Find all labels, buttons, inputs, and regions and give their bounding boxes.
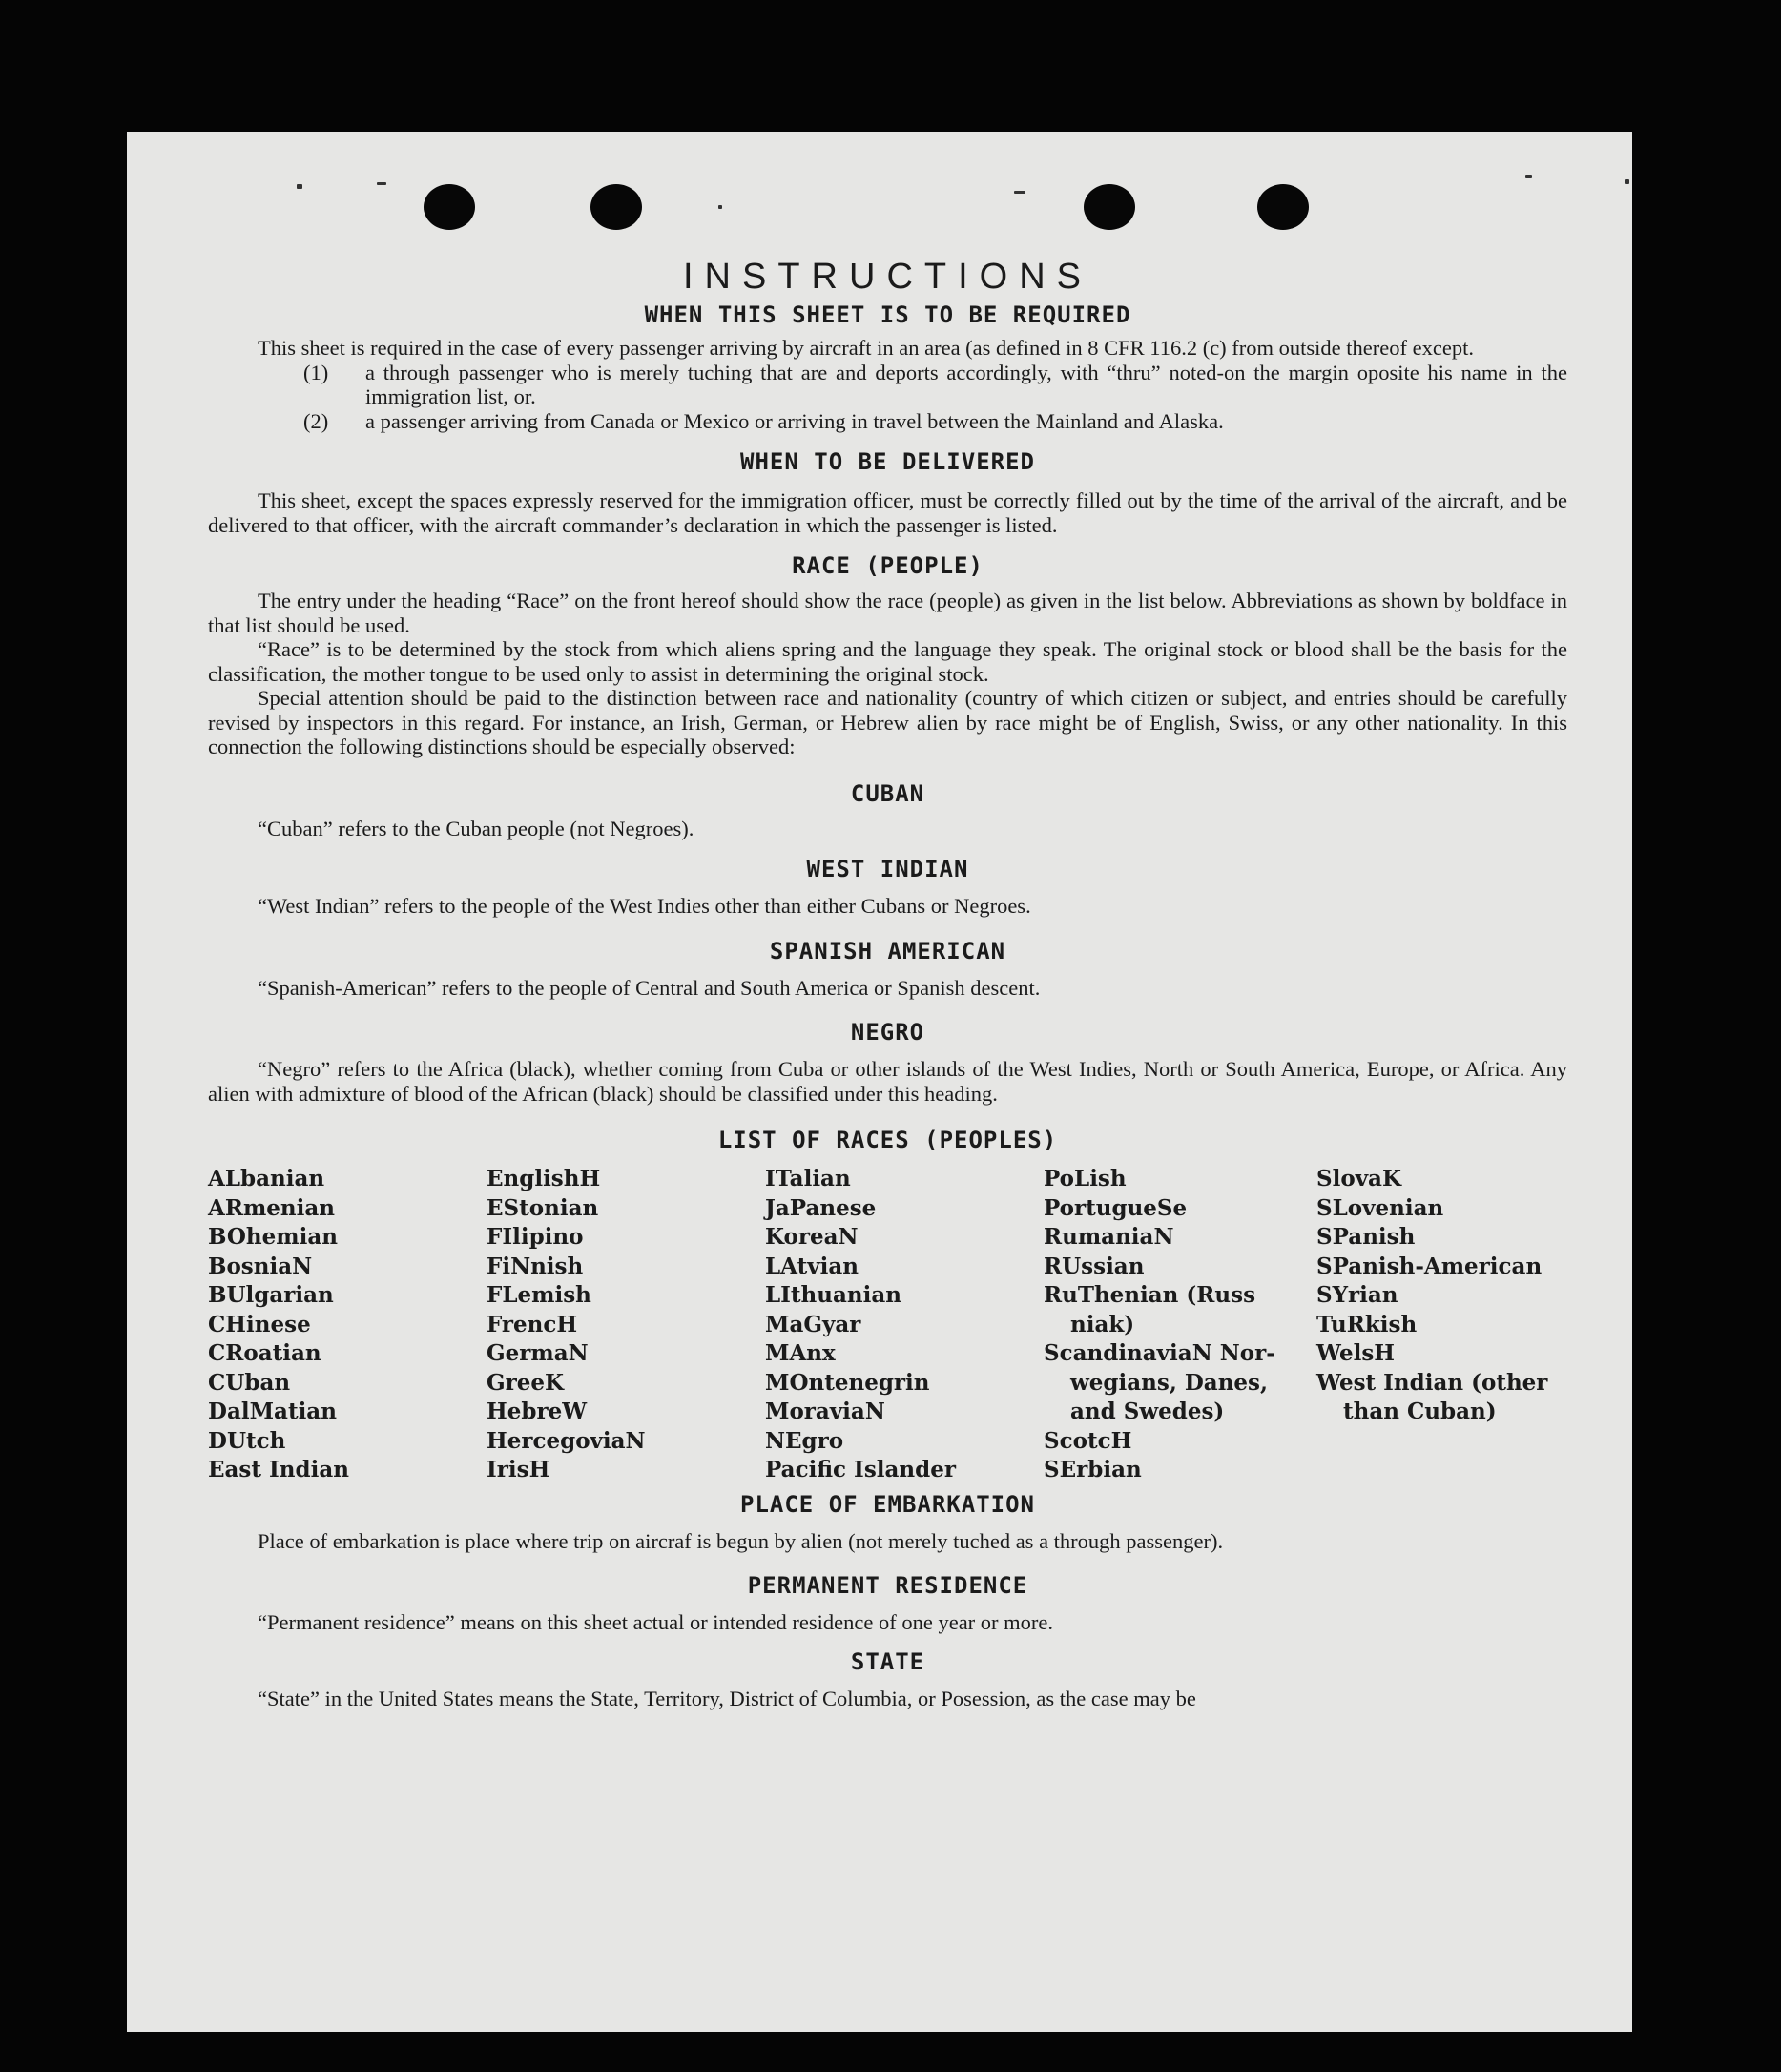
section-heading-state: STATE xyxy=(850,1647,925,1675)
race-entry: FIlipino xyxy=(487,1224,584,1250)
races-list xyxy=(208,1165,1567,1485)
race-entry: SErbian xyxy=(1044,1457,1142,1482)
race-entry: SlovaK xyxy=(1316,1166,1401,1191)
race-paragraph: The entry under the heading “Race” on the front hereof should show the race (people) as given in the list below. Abbreviations as shown by boldface in that list should be used. xyxy=(208,589,1567,637)
section-heading-negro: NEGRO xyxy=(850,1019,925,1046)
section-heading-delivered: WHEN TO BE DELIVERED xyxy=(740,448,1035,475)
race-entry: East Indian xyxy=(208,1457,349,1482)
required-intro: This sheet is required in the case of every passenger arriving by aircraft in an area (as defined in 8 CFR 116.2 (c) from outside thereof except. xyxy=(258,336,1474,360)
state-text: “State” in the United States means the State, Territory, District of Columbia, or Posession, as the case may be xyxy=(258,1686,1196,1710)
race-entry: CUban xyxy=(208,1369,291,1396)
race-entry-continued: niak) xyxy=(1070,1311,1135,1337)
document-sheet xyxy=(127,132,1632,2032)
exception-number: (1) xyxy=(303,360,329,384)
races-column xyxy=(1316,1165,1564,1485)
race-entry: BOhemian xyxy=(208,1224,338,1250)
race-entry: LAtvian xyxy=(765,1253,859,1279)
exception-item xyxy=(208,361,1567,409)
punch-hole xyxy=(590,184,642,230)
races-column xyxy=(765,1165,1044,1485)
delivered-text: This sheet, except the spaces expressly reserved for the immigration officer, must be correctly filled out by the time of the arrival of the aircraft, and be delivered to that officer, with the aircraft commander’s declaration in which the passenger is listed. xyxy=(208,488,1567,537)
section-heading-west-indian: WEST INDIAN xyxy=(806,856,969,882)
race-entry: NEgro xyxy=(765,1427,844,1454)
race-entry: EStonian xyxy=(487,1194,599,1221)
races-column xyxy=(208,1165,487,1485)
race-entry: FrencH xyxy=(487,1311,578,1337)
punch-hole xyxy=(1257,184,1309,230)
ink-speck xyxy=(297,184,302,189)
section-heading-race: RACE (PEOPLE) xyxy=(792,552,984,579)
race-entry: CHinese xyxy=(208,1311,311,1337)
race-entry: SYrian xyxy=(1316,1282,1398,1308)
race-entry: SPanish-American xyxy=(1316,1253,1543,1279)
cuban-text: “Cuban” refers to the Cuban people (not Negroes). xyxy=(258,816,694,840)
race-entry: RumaniaN xyxy=(1044,1224,1174,1250)
exception-item xyxy=(208,409,1567,434)
ink-speck xyxy=(718,205,722,209)
race-entry: WelsH xyxy=(1316,1340,1396,1366)
residence-text: “Permanent residence” means on this sheet actual or intended residence of one year or more. xyxy=(258,1610,1054,1634)
races-column xyxy=(1044,1165,1316,1485)
race-entry-continued: and Swedes) xyxy=(1070,1399,1225,1424)
section-heading-races-list: LIST OF RACES (PEOPLES) xyxy=(717,1127,1058,1153)
section-heading-embarkation: PLACE OF EMBARKATION xyxy=(740,1490,1035,1518)
race-entry: RuThenian (Russ xyxy=(1044,1282,1256,1308)
race-entry: MAnx xyxy=(765,1340,836,1366)
race-entry: SPanish xyxy=(1316,1224,1416,1250)
races-column xyxy=(487,1165,765,1485)
race-entry: MOntenegrin xyxy=(765,1369,930,1396)
section-heading-required: WHEN THIS SHEET IS TO BE REQUIRED xyxy=(644,301,1131,328)
race-entry: JaPanese xyxy=(765,1194,877,1221)
race-entry-continued: wegians, Danes, xyxy=(1070,1369,1268,1396)
negro-text: “Negro” refers to the Africa (black), whether coming from Cuba or other islands of the West Indies, North or South America, Europe, or Africa. Any alien with admixture of blood of the African (black) should be classified under this heading. xyxy=(208,1057,1567,1106)
ink-speck xyxy=(1525,175,1532,178)
punch-hole xyxy=(424,184,475,230)
punch-hole xyxy=(1084,184,1135,230)
embarkation-text: Place of embarkation is place where trip on aircraf is begun by alien (not merely tuched as a through passenger). xyxy=(258,1528,1224,1553)
race-entry: LIthuanian xyxy=(765,1282,901,1308)
race-entry: DUtch xyxy=(208,1427,286,1454)
race-entry: TuRkish xyxy=(1316,1311,1418,1337)
race-entry: West Indian (other xyxy=(1316,1369,1548,1396)
section-heading-residence: PERMANENT RESIDENCE xyxy=(747,1572,1028,1599)
race-entry: BosniaN xyxy=(208,1253,313,1279)
race-paragraph: Special attention should be paid to the distinction between race and nationality (country of which citizen or subject, and entries should be carefully revised by inspectors in this regard. For instance, an Irish, German, or Hebrew alien by race might be of English, Swiss, or any other nationality. In this connection the following distinctions should be especially observed: xyxy=(208,686,1567,758)
race-entry-continued: than Cuban) xyxy=(1343,1399,1497,1424)
race-entry: DalMatian xyxy=(208,1399,337,1424)
race-entry: KoreaN xyxy=(765,1224,859,1250)
race-entry: RUssian xyxy=(1044,1253,1145,1279)
page-title: INSTRUCTIONS xyxy=(683,257,1092,297)
exception-text: a through passenger who is merely tuching that are and deports accordingly, with “thru” noted-on the margin oposite his name in the immigration list, or. xyxy=(365,360,1567,408)
race-entry: ARmenian xyxy=(208,1194,336,1221)
race-entry: HercegoviaN xyxy=(487,1427,646,1454)
section-heading-spanish-american: SPANISH AMERICAN xyxy=(769,937,1006,964)
race-entry: CRoatian xyxy=(208,1340,321,1366)
race-entry: ITalian xyxy=(765,1166,851,1191)
race-entry: SLovenian xyxy=(1316,1194,1444,1221)
race-entry: FLemish xyxy=(487,1282,591,1308)
race-entry: GreeK xyxy=(487,1369,565,1396)
race-entry: FiNnish xyxy=(487,1253,584,1279)
instructions-content xyxy=(208,256,1567,1710)
west-indian-text: “West Indian” refers to the people of the West Indies other than either Cubans or Negroes. xyxy=(258,894,1031,918)
exception-text: a passenger arriving from Canada or Mexico or arriving in travel between the Mainland and Alaska. xyxy=(365,408,1224,433)
race-entry: Pacific Islander xyxy=(765,1457,956,1482)
race-entry: ScandinaviaN Nor- xyxy=(1044,1340,1275,1366)
race-entry: EnglishH xyxy=(487,1166,601,1191)
race-entry: ScotcH xyxy=(1044,1427,1132,1454)
section-heading-cuban: CUBAN xyxy=(850,779,925,807)
exception-number: (2) xyxy=(303,408,329,433)
race-entry: IrisH xyxy=(487,1457,550,1482)
ink-speck xyxy=(377,182,386,185)
race-paragraph: “Race” is to be determined by the stock from which aliens spring and the language they speak. The original stock or blood shall be the basis for the classification, the mother tongue to be used only to assist in determining the original stock. xyxy=(208,637,1567,686)
ink-speck xyxy=(1014,191,1025,194)
race-entry: ALbanian xyxy=(208,1166,325,1191)
race-entry: GermaN xyxy=(487,1340,589,1366)
race-entry: MaGyar xyxy=(765,1311,861,1337)
race-entry: HebreW xyxy=(487,1399,588,1424)
spanish-american-text: “Spanish-American” refers to the people of Central and South America or Spanish descent. xyxy=(258,975,1041,1000)
ink-speck xyxy=(1625,179,1629,184)
race-entry: PortugueSe xyxy=(1044,1194,1188,1221)
race-entry: MoraviaN xyxy=(765,1399,885,1424)
race-entry: PoLish xyxy=(1044,1166,1127,1191)
race-entry: BUlgarian xyxy=(208,1282,334,1308)
